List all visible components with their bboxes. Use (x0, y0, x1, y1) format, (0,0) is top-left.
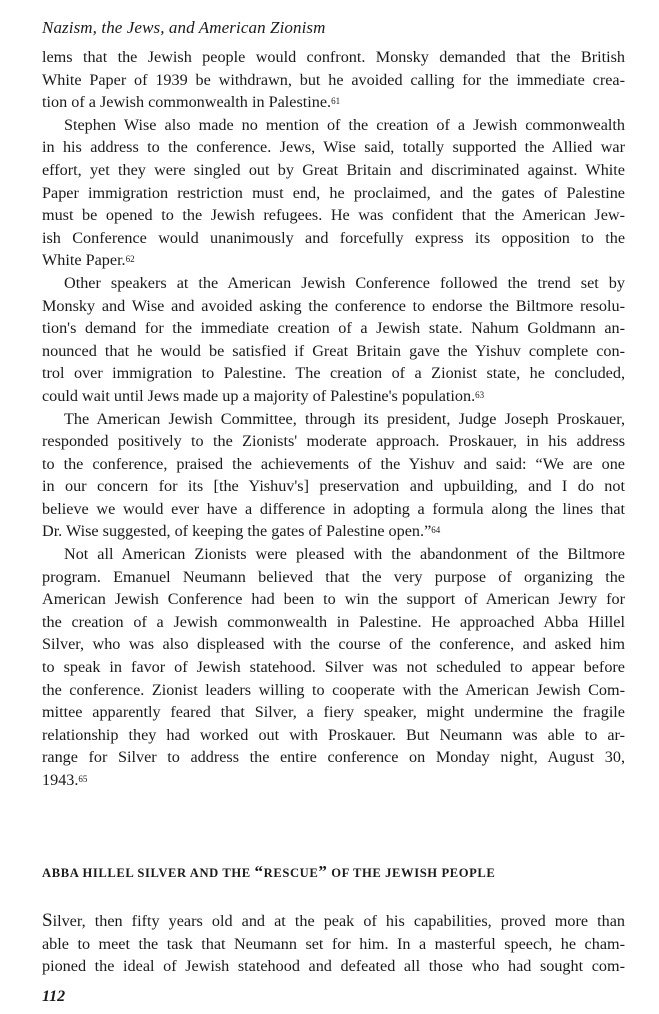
line-text: responded positively to the Zionists' moderate approach. Proskauer, in his address (42, 432, 625, 451)
text-line (42, 656, 625, 679)
line-text: to speak in favor of Jewish statehood. Silver was not scheduled to appear before (42, 658, 625, 677)
text-line (42, 182, 625, 205)
footnote-marker: 65 (78, 774, 88, 784)
footnote-marker: 64 (431, 525, 441, 536)
text-line (42, 317, 625, 340)
text-line (42, 91, 625, 114)
footnote-marker: 62 (125, 254, 135, 265)
line-text: trol over immigration to Palestine. The creation of a Zionist state, he concluded, (42, 364, 625, 383)
text-line: able to meet the task that Neumann set for him. In a masterful speech, he cham- (42, 934, 625, 953)
line-text: in his address to the conference. Jews, Wise said, totally supported the Allied war (42, 138, 625, 157)
body-text (42, 46, 625, 792)
text-line (42, 475, 625, 498)
text-line (42, 611, 625, 634)
line-text: Not all American Zionists were pleased with the abandonment of the Biltmore (64, 545, 625, 564)
line-text: relationship they had worked out with Proskauer. But Neumann was able to ar- (42, 725, 625, 744)
footnote-marker: 61 (331, 96, 341, 107)
text-line (42, 385, 625, 408)
text-line (42, 204, 625, 227)
text-line (42, 746, 625, 769)
text-line (42, 566, 625, 589)
text-line (42, 724, 625, 747)
line-text: must be opened to the Jewish refugees. He was confident that the American Jew- (42, 206, 625, 225)
line-text: could wait until Jews made up a majority of Palestine's population. (42, 386, 476, 405)
text-line (42, 701, 625, 724)
open-quote: “ (254, 862, 264, 881)
text-line (42, 430, 625, 453)
text-line (42, 498, 625, 521)
text-line (42, 295, 625, 318)
text-line (42, 136, 625, 159)
text-line (42, 633, 625, 656)
line-text: range for Silver to address the entire conference on Monday night, August 30, (42, 748, 625, 767)
text-line (42, 362, 625, 385)
line-text: Monsky and Wise and avoided asking the conference to endorse the Biltmore resolu- (42, 296, 625, 315)
running-head: Nazism, the Jews, and American Zionism (42, 18, 326, 37)
text-line (42, 69, 625, 92)
text-line (42, 543, 625, 566)
section-body (42, 910, 625, 978)
line-text: the creation of a Jewish commonwealth in Palestine. He approached Abba Hillel (42, 612, 625, 631)
line-text: American Jewish Conference had been to win the support of American Jewry for (42, 590, 625, 609)
line-text: 1943. (42, 771, 79, 789)
line-text: tion of a Jewish commonwealth in Palestine. (42, 93, 332, 112)
text-line: ilver, then fifty years old and at the peak of his capabilities, proved more than (52, 912, 625, 930)
text-line: pioned the ideal of Jewish statehood and defeated all those who had sought com- (42, 957, 625, 976)
heading-text-before: ABBA HILLEL SILVER AND THE (42, 866, 255, 880)
line-text: Paper immigration restriction must end, he proclaimed, and the gates of Palestine (42, 183, 625, 202)
line-text: ish Conference would unanimously and forcefully express its opposition to the (42, 228, 625, 247)
drop-cap: S (42, 910, 53, 931)
line-text: Silver, who was also displeased with the course of the conference, and asked him (42, 635, 625, 654)
text-line (42, 340, 625, 363)
line-text: Stephen Wise also made no mention of the creation of a Jewish commonwealth (64, 115, 625, 134)
page-number: 112 (42, 988, 66, 1005)
text-line (42, 679, 625, 702)
line-text: White Paper. (42, 251, 126, 270)
line-text: The American Jewish Committee, through its president, Judge Joseph Proskauer, (64, 409, 625, 428)
text-line (42, 453, 625, 476)
line-text: Dr. Wise suggested, of keeping the gates of Palestine open.” (42, 522, 432, 541)
text-line (42, 408, 625, 431)
text-line (42, 159, 625, 182)
heading-word: RESCUE (263, 866, 319, 880)
line-text: nounced that he would be satisfied if Great Britain gave the Yishuv complete con- (42, 341, 625, 360)
footnote-marker: 63 (475, 389, 485, 400)
line-text: the conference. Zionist leaders willing to cooperate with the American Jewish Com- (42, 680, 625, 699)
text-line (42, 520, 625, 543)
text-line (42, 46, 625, 69)
line-text: lems that the Jewish people would confront. Monsky demanded that the British (42, 48, 625, 66)
line-text: to the conference, praised the achievements of the Yishuv and said: “We are one (42, 454, 625, 473)
close-quote: ” (318, 862, 328, 881)
line-text: effort, yet they were singled out by Great Britain and discriminated against. White (42, 160, 625, 179)
section-heading (42, 862, 495, 882)
line-text: in our concern for its [the Yishuv's] preservation and upbuilding, and I do not (42, 477, 625, 496)
line-text: believe we would ever have a difference in adopting a formula along the lines that (42, 499, 625, 518)
text-line (42, 227, 625, 250)
text-line (42, 114, 625, 137)
line-text: tion's demand for the immediate creation of a Jewish state. Nahum Goldmann an- (42, 319, 625, 338)
heading-text-after: OF THE JEWISH PEOPLE (327, 866, 496, 880)
line-text: mittee apparently feared that Silver, a fiery speaker, might undermine the fragile (42, 703, 625, 722)
line-text: White Paper of 1939 be withdrawn, but he avoided calling for the immediate crea- (42, 70, 625, 89)
text-line (42, 588, 625, 611)
text-line (42, 769, 625, 792)
text-line (42, 272, 625, 295)
text-line (42, 249, 625, 272)
line-text: Other speakers at the American Jewish Conference followed the trend set by (64, 273, 625, 292)
line-text: program. Emanuel Neumann believed that the very purpose of organizing the (42, 567, 625, 586)
